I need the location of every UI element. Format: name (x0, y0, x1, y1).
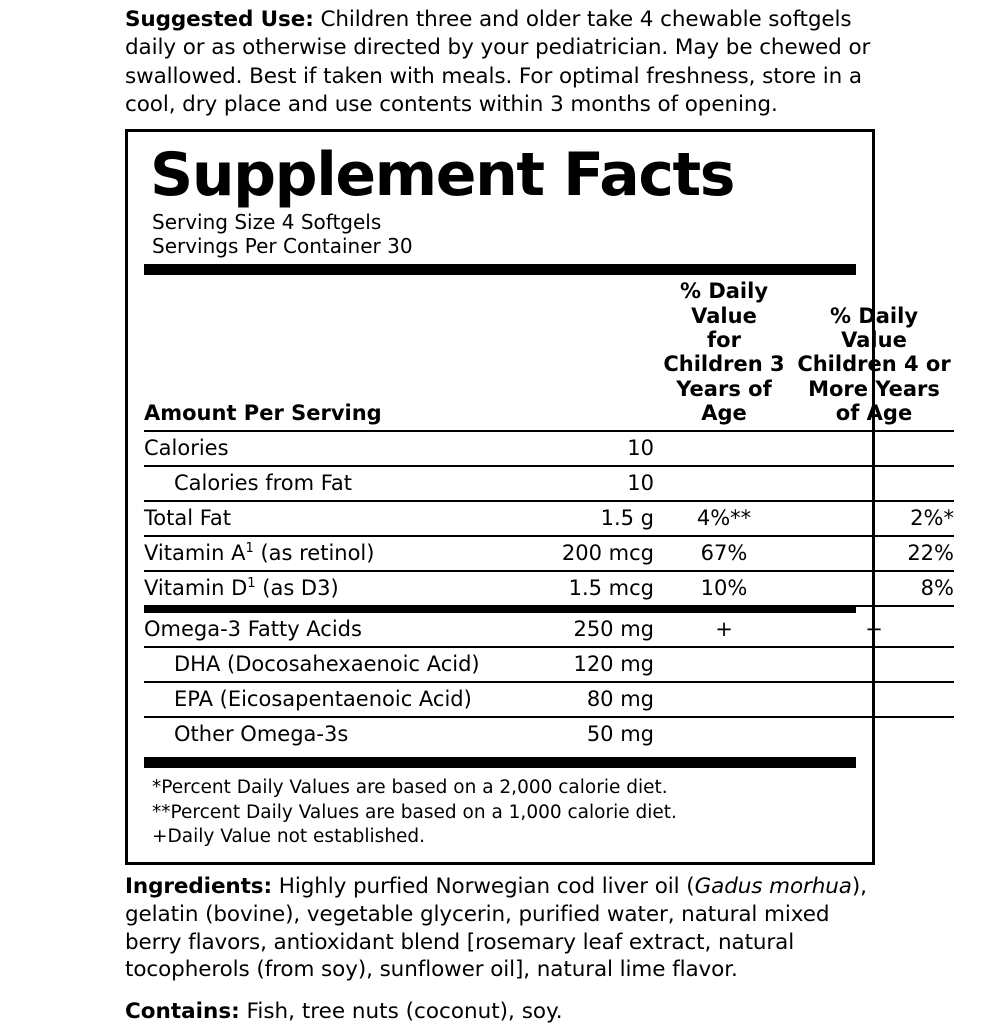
servings-per-container: Servings Per Container 30 (152, 233, 413, 258)
row-dv3 (654, 466, 794, 501)
row-dv3 (654, 717, 794, 751)
row-dv3: 4%** (654, 501, 794, 536)
table-row (144, 613, 954, 647)
row-dv4: 22% (794, 536, 954, 571)
row-amount: 120 mg (504, 647, 654, 682)
ingredients-species-italic: Gadus morhua (694, 873, 852, 899)
row-name: Omega-3 Fatty Acids (144, 613, 504, 647)
table-row (144, 431, 954, 466)
page-title: Supplement Facts (150, 139, 735, 210)
row-name: Calories from Fat (144, 466, 504, 501)
row-dv3 (654, 647, 794, 682)
row-dv4: + (794, 613, 954, 647)
row-name: Total Fat (144, 501, 504, 536)
divider-thick-top (144, 264, 856, 275)
row-dv3: + (654, 613, 794, 647)
row-name-suffix: (as D3) (255, 576, 339, 601)
row-dv3 (654, 431, 794, 466)
ingredients-paragraph (125, 873, 875, 985)
row-dv4 (794, 466, 954, 501)
table-row (144, 571, 954, 606)
table-row (144, 536, 954, 571)
header-amount-per-serving: Amount Per Serving (144, 275, 504, 431)
contains-paragraph (125, 998, 875, 1026)
row-dv4 (794, 647, 954, 682)
table-row (144, 647, 954, 682)
row-dv4 (794, 717, 954, 751)
suggested-use-label: Suggested Use: (125, 7, 314, 32)
header-amount-spacer (504, 275, 654, 431)
row-name-text: Vitamin D (144, 576, 248, 601)
table-row (144, 717, 954, 751)
row-amount: 250 mg (504, 613, 654, 647)
ingredients-label: Ingredients: (125, 873, 273, 899)
header-dv4-line1: % Daily Value (829, 303, 919, 352)
suggested-use-text: Children three and older take 4 chewable softgels daily or as otherwise directed by your pediatrician. May be chewed or swallowed. Best if taken with meals. For optimal freshness, store in a cool, dry place and use contents within 3 months of opening. (125, 7, 871, 118)
row-dv4 (794, 431, 954, 466)
row-name-text: Vitamin A (144, 541, 246, 566)
header-dv3-line2: for Children 3 (663, 328, 785, 377)
table-header-row (144, 275, 954, 431)
row-amount: 1.5 g (504, 501, 654, 536)
row-name: Other Omega-3s (174, 722, 349, 747)
header-dv-children-4 (794, 275, 954, 431)
row-amount: 50 mg (586, 722, 654, 747)
row-name (144, 536, 504, 571)
row-name: Calories (144, 431, 504, 466)
footnote-item: *Percent Daily Values are based on a 2,000 calorie diet. (152, 777, 668, 799)
ingredients-text-before: Highly purfied Norwegian cod liver oil ( (272, 873, 695, 899)
suggested-use-paragraph (125, 0, 875, 120)
contains-label: Contains: (125, 999, 240, 1025)
row-name-superscript: 1 (247, 576, 256, 592)
header-dv4-line3: More Years of Age (808, 376, 940, 426)
row-amount: 10 (504, 466, 654, 501)
row-name: EPA (Eicosapentaenoic Acid) (144, 682, 504, 717)
header-dv3-line1: % Daily Value (679, 279, 769, 328)
header-dv-children-3 (654, 275, 794, 431)
footnote-item: +Daily Value not established. (152, 826, 426, 848)
row-dv3: 10% (654, 571, 794, 606)
serving-size: Serving Size 4 Softgels (152, 209, 382, 234)
row-name-superscript: 1 (245, 541, 254, 557)
footnote-item: **Percent Daily Values are based on a 1,000 calorie diet. (152, 801, 677, 823)
row-dv4: 8% (794, 571, 954, 606)
row-dv3 (654, 682, 794, 717)
table-row (144, 682, 954, 717)
row-name (144, 571, 504, 606)
divider-thick-bottom (144, 757, 856, 768)
row-amount: 1.5 mcg (504, 571, 654, 606)
row-name-suffix: (as retinol) (253, 541, 375, 566)
contains-text: Fish, tree nuts (coconut), soy. (239, 999, 563, 1025)
header-dv3-line3: Years of Age (676, 376, 772, 426)
row-dv4 (794, 682, 954, 717)
header-dv4-line2: Children 4 or (797, 352, 951, 377)
table-row (144, 501, 954, 536)
nutrition-table (144, 275, 954, 607)
ingredients-text-after: ), gelatin (bovine), vegetable glycerin, purified water, natural mixed berry flavors, antioxidant blend [rosemary leaf extract, natural tocopherols (from soy), sunflower oil], natural lime flavor. (125, 873, 867, 983)
row-name: DHA (Docosahexaenoic Acid) (144, 647, 504, 682)
row-amount: 200 mcg (504, 536, 654, 571)
omega-table (144, 613, 954, 751)
footnotes (152, 776, 856, 849)
row-dv3: 67% (654, 536, 794, 571)
supplement-facts-panel (125, 129, 954, 865)
table-row (144, 466, 954, 501)
row-amount: 80 mg (504, 682, 654, 717)
row-amount: 10 (504, 431, 654, 466)
row-dv4: 2%* (794, 501, 954, 536)
